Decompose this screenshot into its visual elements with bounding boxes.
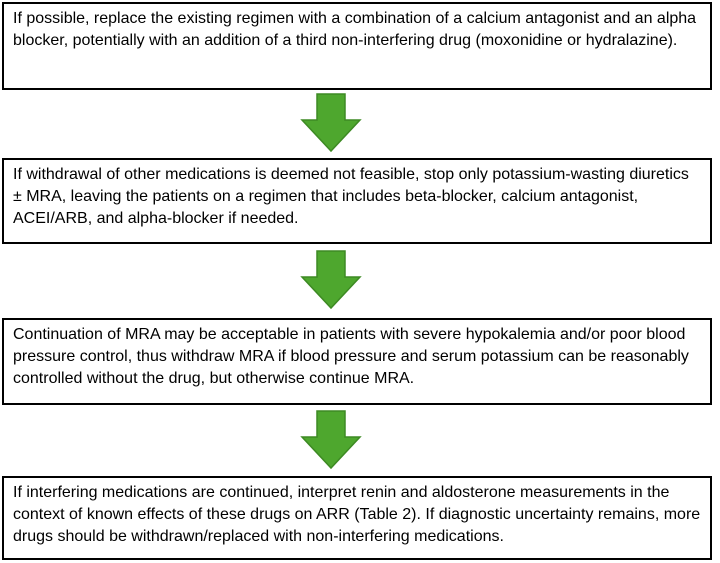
step-2-box — [2, 158, 712, 244]
step-4-box — [2, 476, 712, 560]
step-1-box — [2, 2, 712, 90]
step-4-text: If interfering medications are continued, interpret renin and aldosterone measurements in the context of known effects of these drugs on ARR (Table 2). If diagnostic uncertainty remains, more drugs should be withdrawn/replaced with non-interfering medications. — [13, 484, 701, 545]
step-1-text: If possible, replace the existing regimen with a combination of a calcium antagonist and an alpha blocker, potentially with an addition of a third non-interfering drug (moxonidine or hydralazine). — [13, 10, 697, 49]
down-arrow-icon — [300, 250, 362, 310]
step-2-text: If withdrawal of other medications is deemed not feasible, stop only potassium-wasting diuretics ± MRA, leaving the patients on a regimen that includes beta-blocker, calcium antagonist, ACEI/ARB, and alpha-blocker if needed. — [13, 166, 689, 227]
step-3-box — [2, 318, 712, 405]
down-arrow-icon — [300, 410, 362, 470]
down-arrow-icon — [300, 93, 362, 153]
step-3-text: Continuation of MRA may be acceptable in patients with severe hypokalemia and/or poor blood pressure control, thus withdraw MRA if blood pressure and serum potassium can be reasonably controlled without the drug, but otherwise continue MRA. — [13, 326, 689, 387]
